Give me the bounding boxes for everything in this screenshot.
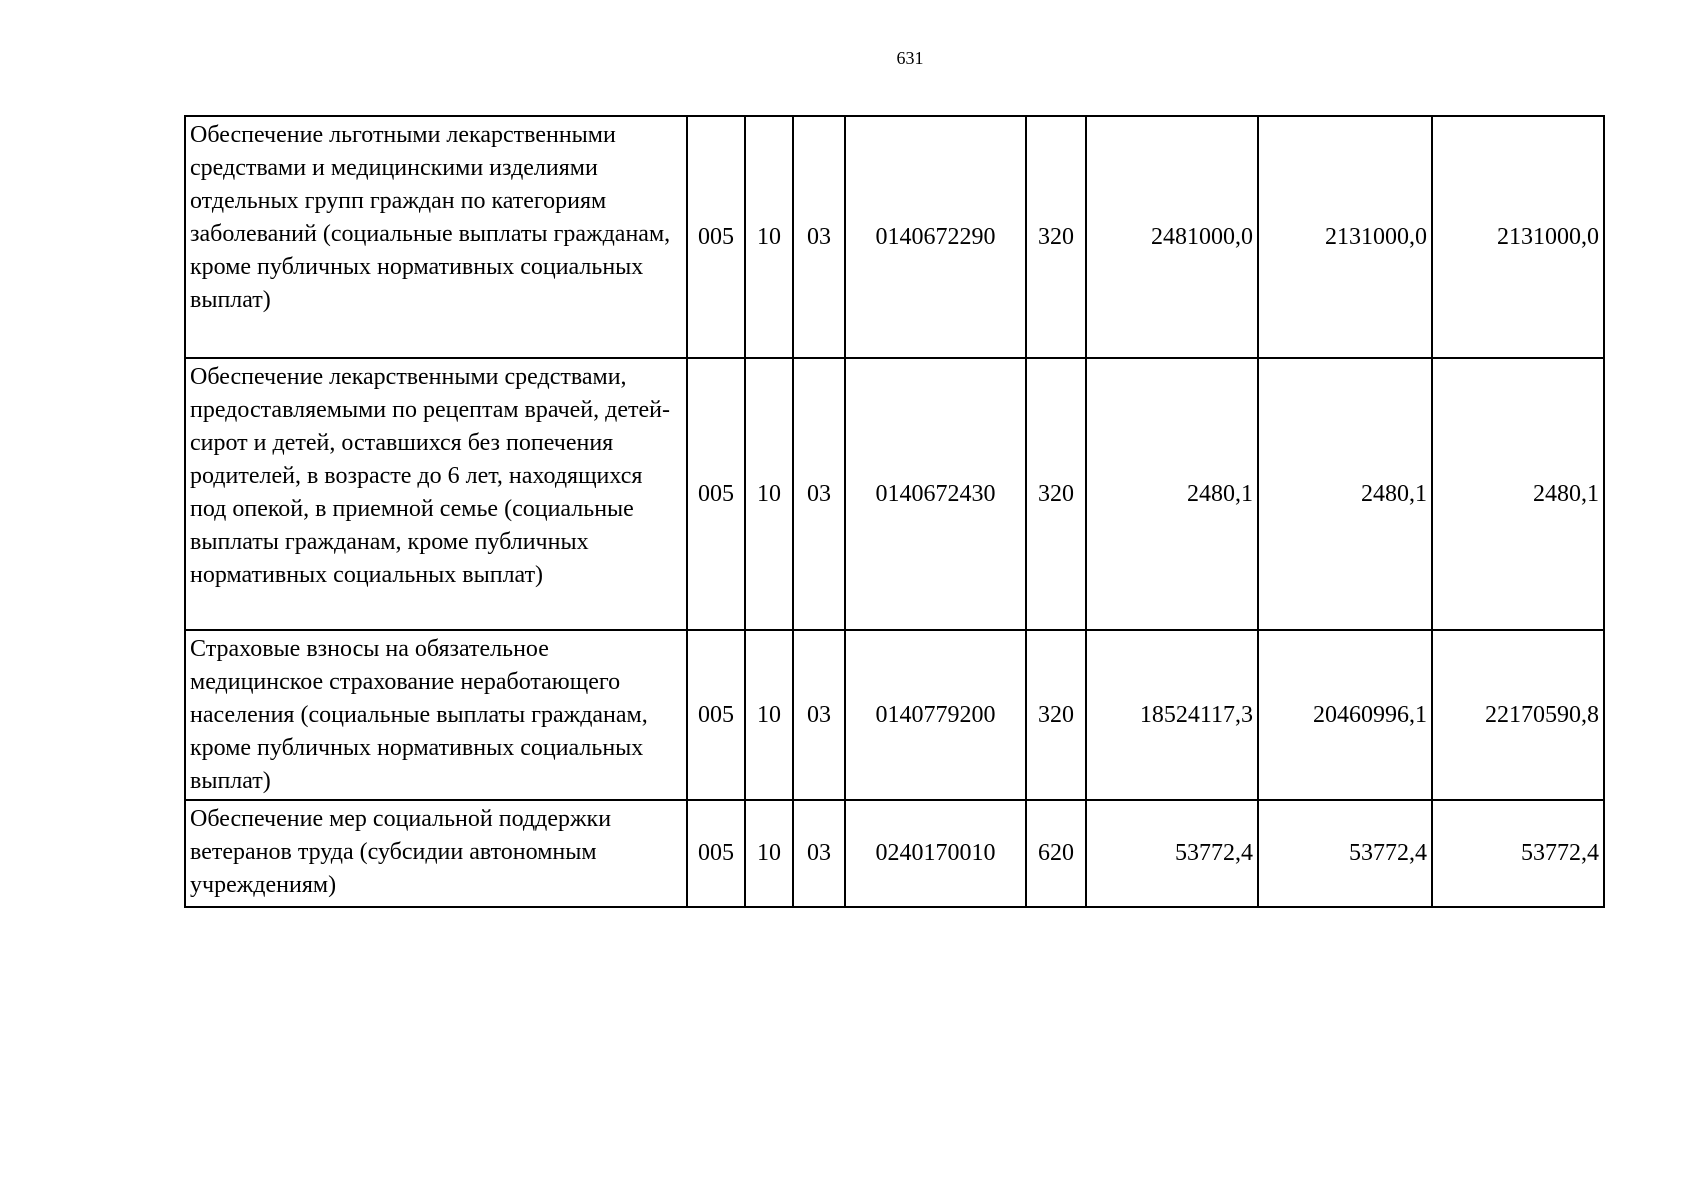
amount-year-1: 53772,4 <box>1086 800 1258 907</box>
table-row <box>185 800 1604 907</box>
row-description: Обеспечение лекарственными средствами, предоставляемыми по рецептам врачей, детей-сирот и детей, оставшихся без попечения родителей, в возрасте до 6 лет, находящихся под опекой, в приемной семье (социальные выплаты гражданам, кроме публичных нормативных социальных выплат) <box>185 358 687 630</box>
amount-year-2: 2131000,0 <box>1258 116 1432 358</box>
amount-year-3: 22170590,8 <box>1432 630 1604 800</box>
ministry-code: 005 <box>687 630 745 800</box>
target-article-code: 0240170010 <box>845 800 1026 907</box>
section-code: 10 <box>745 800 793 907</box>
section-code: 10 <box>745 116 793 358</box>
amount-year-3: 2131000,0 <box>1432 116 1604 358</box>
amount-year-2: 2480,1 <box>1258 358 1432 630</box>
table-row <box>185 358 1604 630</box>
table-row <box>185 630 1604 800</box>
expense-type-code: 320 <box>1026 630 1086 800</box>
row-description: Обеспечение мер социальной поддержки ветеранов труда (субсидии автономным учреждениям) <box>185 800 687 907</box>
subsection-code: 03 <box>793 800 845 907</box>
subsection-code: 03 <box>793 116 845 358</box>
row-description: Обеспечение льготными лекарственными средствами и медицинскими изделиями отдельных групп граждан по категориям заболеваний (социальные выплаты гражданам, кроме публичных нормативных социальных выплат) <box>185 116 687 358</box>
amount-year-1: 18524117,3 <box>1086 630 1258 800</box>
ministry-code: 005 <box>687 358 745 630</box>
target-article-code: 0140672290 <box>845 116 1026 358</box>
amount-year-1: 2480,1 <box>1086 358 1258 630</box>
ministry-code: 005 <box>687 800 745 907</box>
ministry-code: 005 <box>687 116 745 358</box>
target-article-code: 0140779200 <box>845 630 1026 800</box>
expense-type-code: 620 <box>1026 800 1086 907</box>
target-article-code: 0140672430 <box>845 358 1026 630</box>
amount-year-1: 2481000,0 <box>1086 116 1258 358</box>
section-code: 10 <box>745 358 793 630</box>
expense-type-code: 320 <box>1026 116 1086 358</box>
table-row <box>185 116 1604 358</box>
subsection-code: 03 <box>793 358 845 630</box>
amount-year-3: 53772,4 <box>1432 800 1604 907</box>
expense-type-code: 320 <box>1026 358 1086 630</box>
subsection-code: 03 <box>793 630 845 800</box>
amount-year-3: 2480,1 <box>1432 358 1604 630</box>
budget-table <box>184 115 1605 908</box>
amount-year-2: 53772,4 <box>1258 800 1432 907</box>
amount-year-2: 20460996,1 <box>1258 630 1432 800</box>
row-description: Страховые взносы на обязательное медицинское страхование неработающего населения (социальные выплаты гражданам, кроме публичных нормативных социальных выплат) <box>185 630 687 800</box>
page-number: 631 <box>896 48 924 68</box>
section-code: 10 <box>745 630 793 800</box>
